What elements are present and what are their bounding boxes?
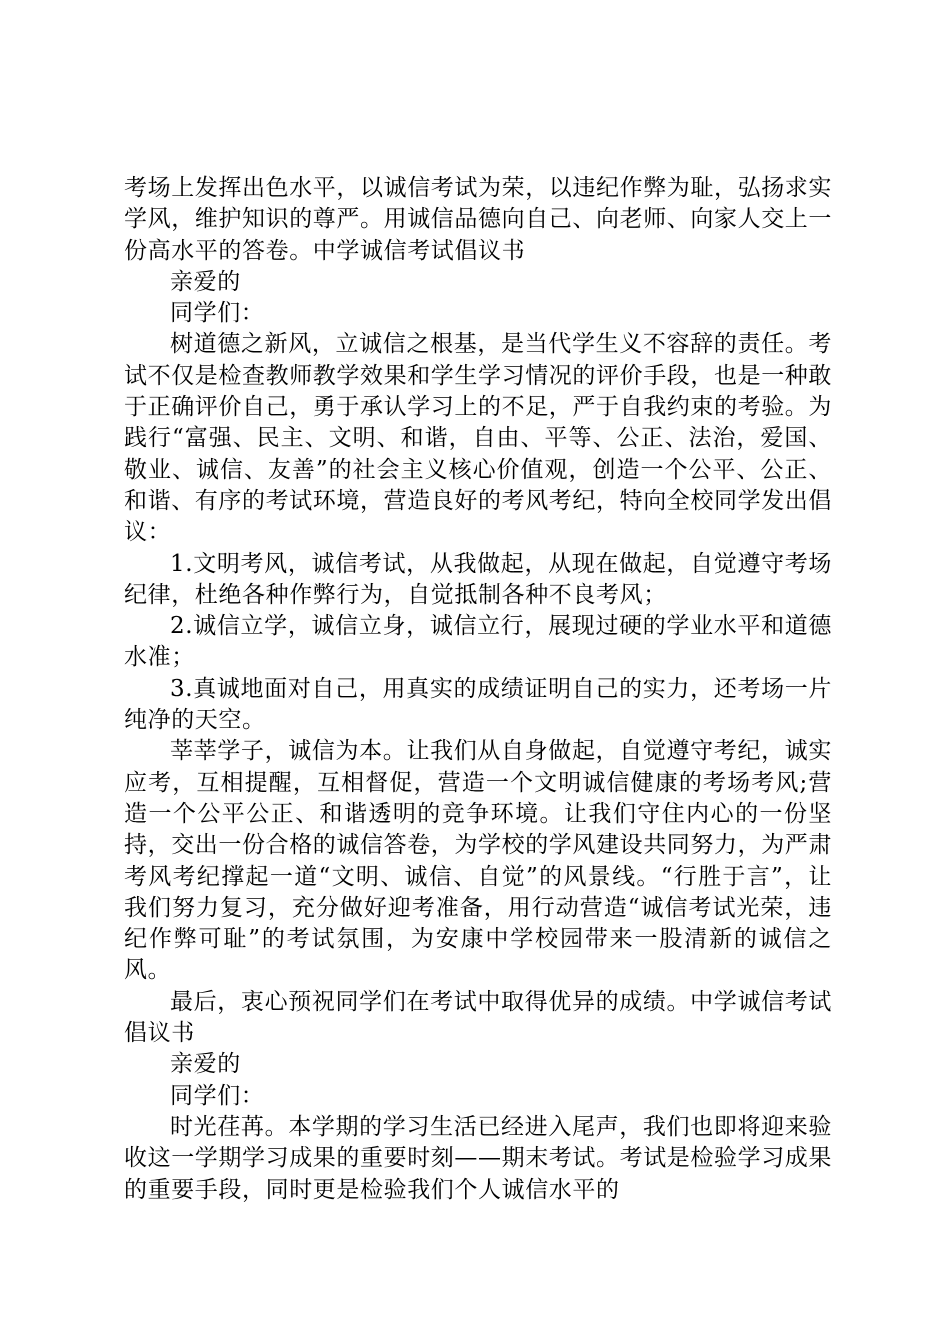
salutation-line: 亲爱的 bbox=[170, 268, 241, 295]
salutation-line: 同学们： bbox=[170, 1082, 265, 1109]
paragraph: 时光荏苒。本学期的学习生活已经进入尾声，我们也即将迎来验收这一学期学习成果的重要时刻——期末考试。考试是检验学习成果的重要手段，同时更是检验我们个人诚信水平的 bbox=[124, 1113, 832, 1203]
paragraph: 莘莘学子，诚信为本。让我们从自身做起，自觉遵守考纪，诚实应考，互相提醒，互相督促，营造一个文明诚信健康的考场考风;营造一个公平公正、和谐透明的竞争环境。让我们守住内心的一份坚持，交出一份合格的诚信答卷，为学校的学风建设共同努力，为严肃考风考纪撑起一道“文明、诚信、自觉”的风景线。“行胜于言”，让我们努力复习，充分做好迎考准备，用行动营造“诚信考试光荣，违纪作弊可耻”的考试氛围，为安康中学校园带来一股清新的诚信之风。 bbox=[124, 738, 832, 984]
paragraph: 最后，衷心预祝同学们在考试中取得优异的成绩。中学诚信考试倡议书 bbox=[124, 988, 832, 1047]
list-item-2: 2.诚信立学，诚信立身，诚信立行，展现过硬的学业水平和道德水准； bbox=[124, 613, 832, 671]
salutation-line: 同学们： bbox=[170, 300, 265, 327]
list-item-3: 3.真诚地面对自己，用真实的成绩证明自己的实力，还考场一片纯净的天空。 bbox=[124, 675, 832, 734]
list-item-1: 1.文明考风，诚信考试，从我做起，从现在做起，自觉遵守考场纪律，杜绝各种作弊行为，自觉抵制各种不良考风； bbox=[124, 550, 832, 608]
document-body bbox=[124, 173, 832, 1206]
paragraph: 树道德之新风，立诚信之根基，是当代学生义不容辞的责任。考试不仅是检查教师教学效果和学生学习情况的评价手段，也是一种敢于正确评价自己，勇于承认学习上的不足，严于自我约束的考验。为践行“富强、民主、文明、和谐，自由、平等、公正、法治，爱国、敬业、诚信、友善”的社会主义核心价值观，创造一个公平、公正、和谐、有序的考试环境，营造良好的考风考纪，特向全校同学发出倡议： bbox=[124, 331, 832, 546]
paragraph-continuation: 考场上发挥出色水平，以诚信考试为荣，以违纪作弊为耻，弘扬求实学风，维护知识的尊严。用诚信品德向自己、向老师、向家人交上一份高水平的答卷。中学诚信考试倡议书 bbox=[124, 175, 832, 264]
salutation-line: 亲爱的 bbox=[170, 1051, 241, 1078]
